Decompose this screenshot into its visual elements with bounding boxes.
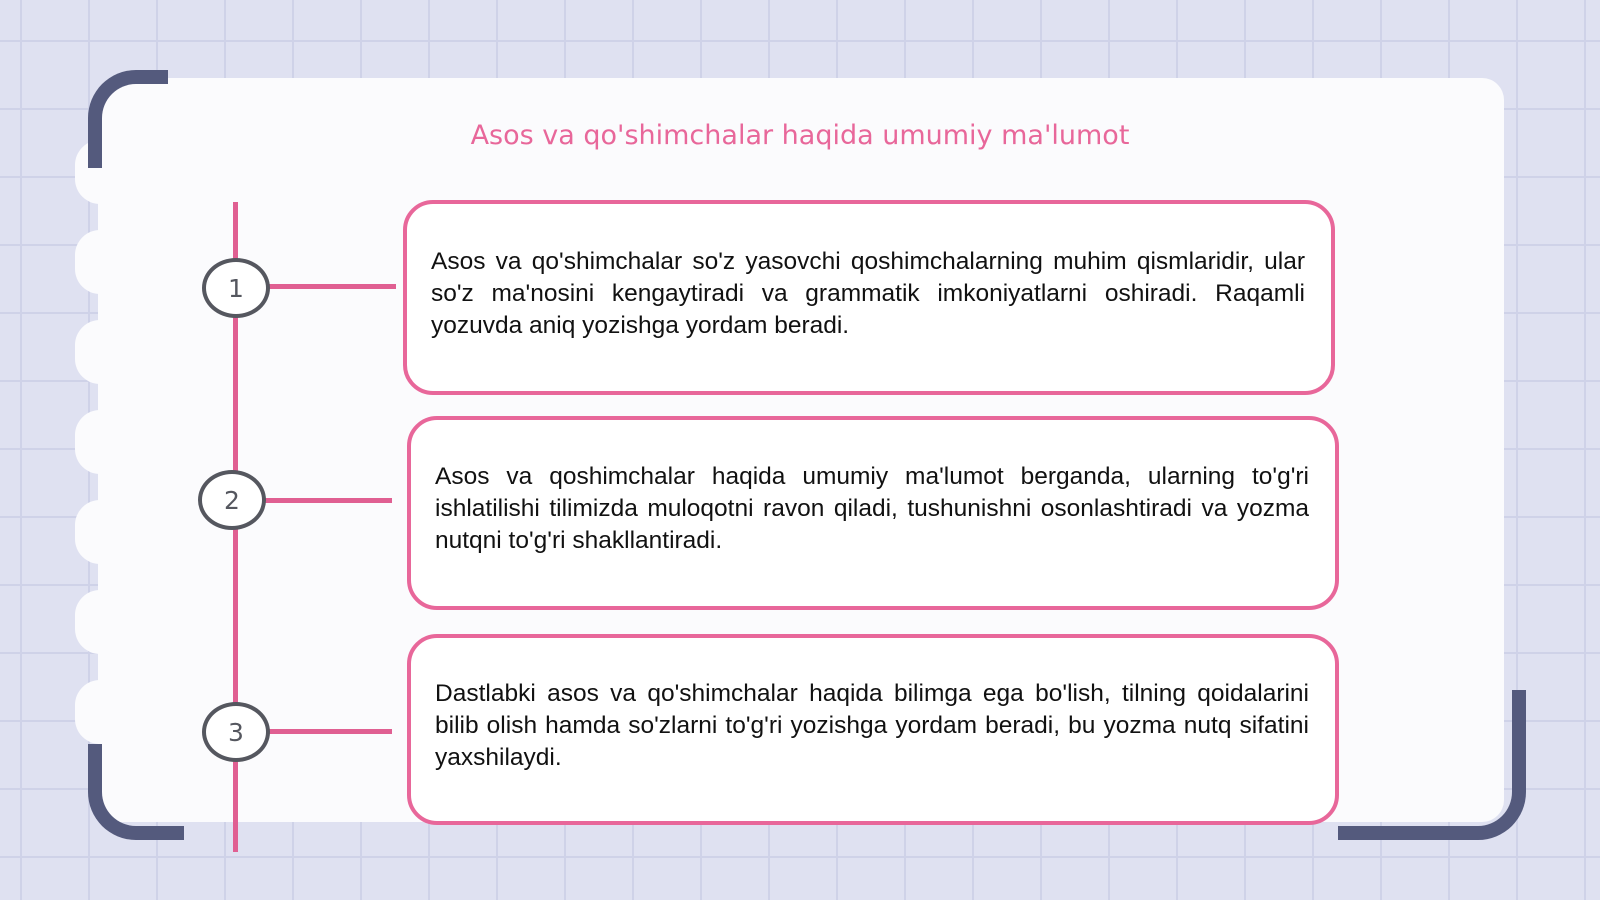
corner-bracket-bottom-left xyxy=(88,744,184,840)
timeline-connector xyxy=(262,284,396,289)
slide-title: Asos va qo'shimchalar haqida umumiy ma'lumot xyxy=(470,120,1130,151)
scallop-decoration xyxy=(75,680,125,744)
step-number-1: 1 xyxy=(202,258,270,318)
scallop-decoration xyxy=(75,320,125,384)
timeline-connector xyxy=(258,498,392,503)
corner-bracket-top-left xyxy=(88,70,168,168)
timeline-connector xyxy=(262,729,392,734)
info-text-2: Asos va qoshimchalar haqida umumiy ma'lumot berganda, ularning to'g'ri ishlatilishi tilimizda muloqotni ravon qiladi, tushunishni osonlashtiradi va yozma nutqni to'g'ri shakllantiradi. xyxy=(435,463,1309,554)
scallop-decoration xyxy=(75,590,125,654)
scallop-decoration xyxy=(75,500,125,564)
info-box-2 xyxy=(407,416,1339,610)
scallop-decoration xyxy=(75,230,125,294)
info-box-1 xyxy=(403,200,1335,395)
step-number-2: 2 xyxy=(198,470,266,530)
scallop-decoration xyxy=(75,410,125,474)
info-text-3: Dastlabki asos va qo'shimchalar haqida bilimga ega bo'lish, tilning qoidalarini bilib olish hamda so'zlarni to'g'ri yozishga yordam beradi, bu yozma nutq sifatini yaxshilaydi. xyxy=(435,679,1309,771)
step-number-3: 3 xyxy=(202,702,270,762)
corner-bracket-bottom-right xyxy=(1338,690,1526,840)
info-text-1: Asos va qo'shimchalar so'z yasovchi qoshimchalarning muhim qismlaridir, ular so'z ma'nosini kengaytiradi va grammatik imkoniyatlarni oshiradi. Raqamli yozuvda aniq yozishga yordam beradi. xyxy=(431,247,1305,339)
info-box-3 xyxy=(407,634,1339,825)
